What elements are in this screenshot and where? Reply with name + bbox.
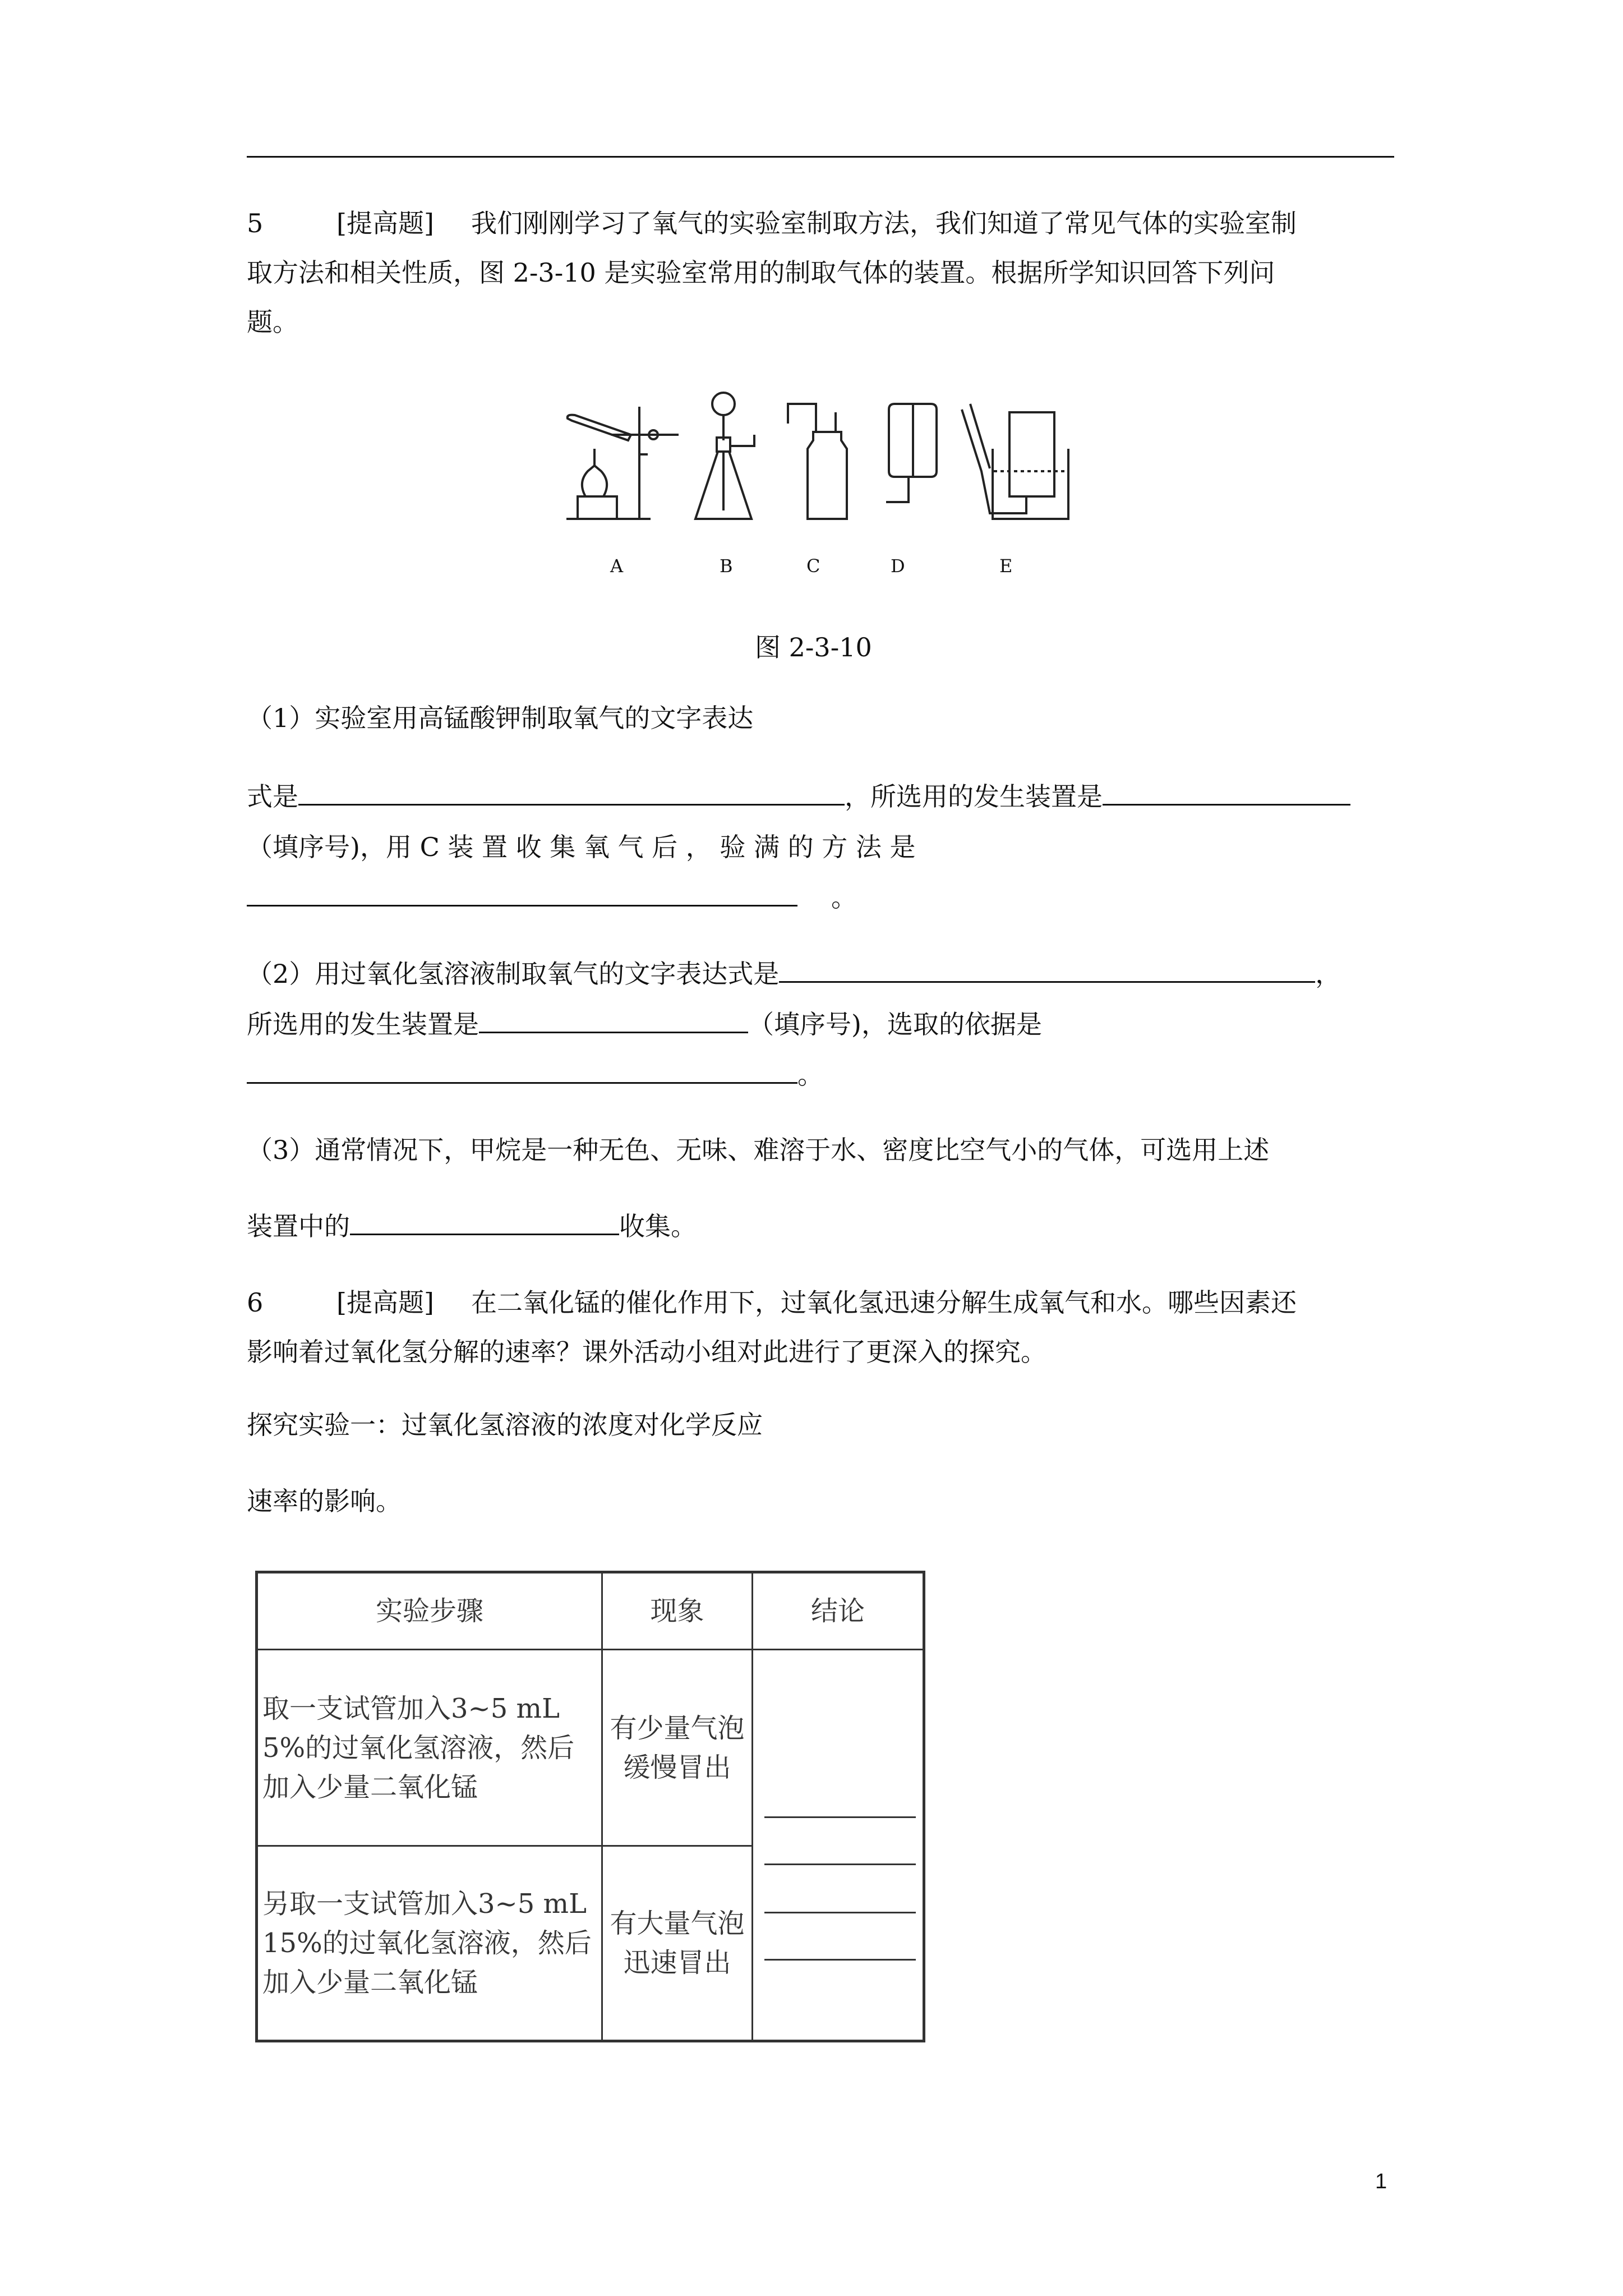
p1-line2-b: ，所选用的发生装置是 bbox=[845, 781, 1103, 812]
apparatus-e-icon bbox=[962, 404, 1068, 519]
p1-line2 bbox=[247, 774, 1350, 819]
p3-line2-a: 装置中的 bbox=[247, 1211, 350, 1241]
p2-line2-a: 所选用的发生装置是 bbox=[247, 1009, 479, 1039]
apparatus-d-icon bbox=[886, 404, 937, 502]
explore-line2: 速率的影响。 bbox=[247, 1486, 402, 1516]
figure-label-d: D bbox=[891, 555, 905, 577]
apparatus-figure bbox=[561, 387, 1077, 555]
q5-line1 bbox=[247, 201, 1297, 246]
p1-line2-a: 式是 bbox=[247, 781, 298, 812]
p1-line3: （填序号)，用 C 装 置 收 集 氧 气 后 ， 验 满 的 方 法 是 bbox=[247, 832, 916, 862]
answer-blank-equation[interactable] bbox=[298, 778, 845, 806]
q6-text-line1: 在二氧化锰的催化作用下，过氧化氢迅速分解生成氧气和水。哪些因素还 bbox=[471, 1287, 1297, 1318]
apparatus-b-icon bbox=[695, 393, 754, 519]
p2-line1-a: （2）用过氧化氢溶液制取氧气的文字表达式是 bbox=[247, 959, 780, 989]
q5-line2: 取方法和相关性质，图 2-3-10 是实验室常用的制取气体的装置。根据所学知识回答下列问 bbox=[247, 257, 1275, 288]
table-cell-step: 另取一支试管加入3~5 mL 15%的过氧化氢溶液，然后加入少量二氧化锰 bbox=[257, 1846, 602, 2041]
p2-line1 bbox=[247, 951, 1341, 996]
table-header-steps: 实验步骤 bbox=[257, 1572, 602, 1650]
figure-caption: 图 2-3-10 bbox=[755, 632, 872, 662]
p3-line1: （3）通常情况下，甲烷是一种无色、无味、难溶于水、密度比空气小的气体，可选用上述 bbox=[247, 1135, 1270, 1165]
p2-line2-b: （填序号)，选取的依据是 bbox=[748, 1009, 1042, 1039]
q5-tag: [提高题] bbox=[336, 208, 434, 238]
p2-line3 bbox=[247, 1052, 823, 1097]
q6-line1 bbox=[247, 1280, 1297, 1325]
header-rule bbox=[247, 156, 1394, 158]
table-row bbox=[257, 1650, 924, 1846]
conclusion-blank-line[interactable] bbox=[764, 1912, 916, 1913]
answer-blank-reason[interactable] bbox=[247, 1056, 797, 1084]
q5-number: 5 bbox=[247, 208, 264, 238]
q6-tag: [提高题] bbox=[336, 1287, 434, 1318]
conclusion-blank-line[interactable] bbox=[764, 1864, 916, 1865]
q6-line2: 影响着过氧化氢分解的速率？课外活动小组对此进行了更深入的探究。 bbox=[247, 1337, 1046, 1367]
conclusion-blank-line[interactable] bbox=[764, 1959, 916, 1961]
table-cell-conclusion[interactable] bbox=[753, 1650, 924, 2041]
figure-label-b: B bbox=[720, 555, 733, 577]
figure-label-a: A bbox=[610, 555, 624, 577]
q6-number: 6 bbox=[247, 1287, 264, 1318]
figure-label-e: E bbox=[999, 555, 1013, 577]
table-header-conclusion: 结论 bbox=[753, 1572, 924, 1650]
p1-line1: （1）实验室用高锰酸钾制取氧气的文字表达 bbox=[247, 703, 754, 733]
answer-blank-check-full[interactable] bbox=[247, 879, 797, 907]
answer-blank-h2o2-device[interactable] bbox=[479, 1006, 748, 1033]
p3-line2-b: 收集。 bbox=[619, 1211, 697, 1241]
table-cell-phenomenon: 有少量气泡缓慢冒出 bbox=[602, 1650, 753, 1846]
table-cell-step: 取一支试管加入3~5 mL 5%的过氧化氢溶液，然后加入少量二氧化锰 bbox=[257, 1650, 602, 1846]
answer-blank-methane[interactable] bbox=[350, 1208, 619, 1235]
page-number: 1 bbox=[1375, 2170, 1387, 2193]
table-cell-phenomenon: 有大量气泡迅速冒出 bbox=[602, 1846, 753, 2041]
q5-text-line1: 我们刚刚学习了氧气的实验室制取方法，我们知道了常见气体的实验室制 bbox=[471, 208, 1297, 238]
p3-line2 bbox=[247, 1204, 697, 1249]
table-header-phenomenon: 现象 bbox=[602, 1572, 753, 1650]
p2-line3-end: 。 bbox=[797, 1060, 823, 1090]
q5-line3: 题。 bbox=[247, 307, 298, 337]
explore-line1: 探究实验一：过氧化氢溶液的浓度对化学反应 bbox=[247, 1410, 763, 1440]
answer-blank-device[interactable] bbox=[1103, 778, 1350, 806]
p1-line4 bbox=[247, 875, 857, 920]
answer-blank-h2o2-equation[interactable] bbox=[779, 955, 1315, 983]
experiment-table bbox=[255, 1571, 925, 2042]
p1-line4-end: 。 bbox=[831, 882, 857, 913]
apparatus-c-icon bbox=[788, 404, 847, 519]
apparatus-a-icon bbox=[566, 407, 679, 519]
p2-line2 bbox=[247, 1002, 1042, 1047]
conclusion-blank-line[interactable] bbox=[764, 1816, 916, 1818]
p2-line1-end: ， bbox=[1315, 959, 1341, 989]
figure-label-c: C bbox=[806, 555, 820, 577]
